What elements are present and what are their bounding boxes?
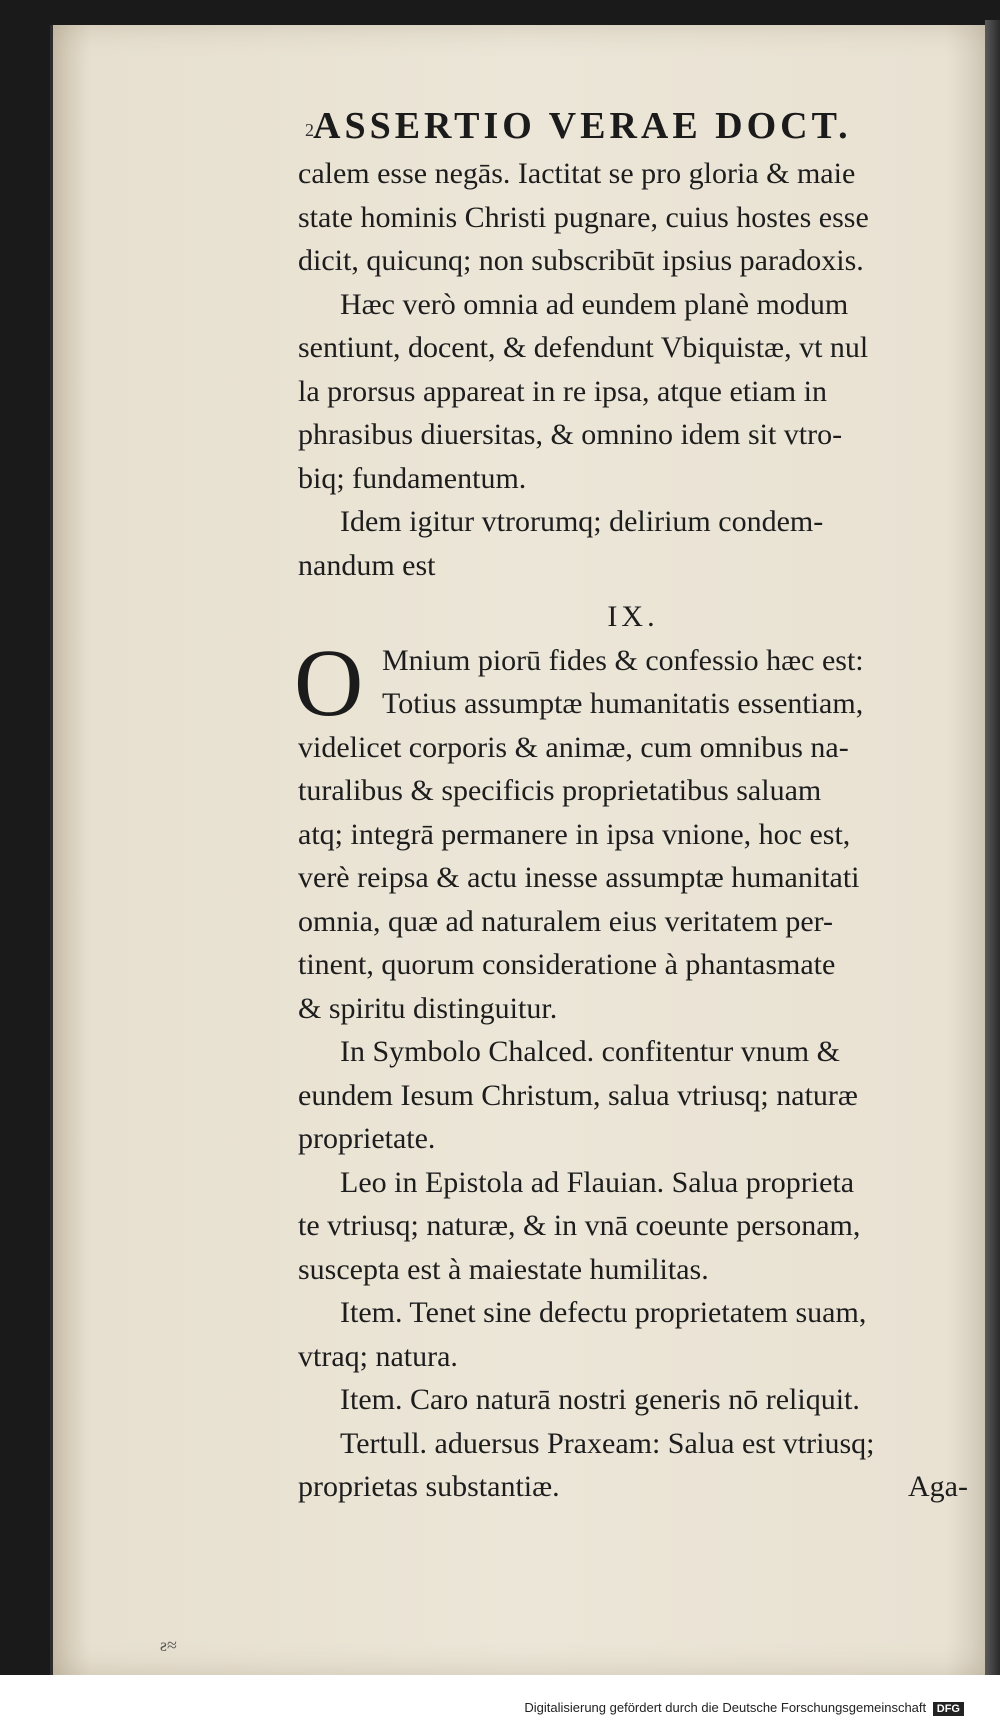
text-line: suscepta est à maiestate humilitas. [298,1252,709,1286]
text-line: vtraq; natura. [298,1339,458,1373]
text-line [298,1465,968,1509]
text-line: sentiunt, docent, & defendunt Vbiquistæ, vt nul [298,331,869,364]
catchword: Aga- [908,1470,968,1503]
text-line: Tertull. aduersus Praxeam: Salua est vtriusq; [340,1426,875,1460]
text-line: Item. Caro naturā nostri generis nō reliquit. [340,1383,860,1416]
text-line: atq; integrā permanere in ipsa vnione, hoc est, [298,817,851,851]
book-edge [985,20,1000,1680]
section-body [294,628,968,736]
text-line: state hominis Christi pugnare, cuius hostes esse [298,200,869,234]
text-line: Mnium piorū fides & confessio hæc est: [382,643,864,677]
ink-mark: ƨ≈ [160,1635,177,1655]
running-header: ASSERTIO VERAE DOCT. [313,105,852,147]
text-line: Item. Tenet sine defectu proprietatem suam, [340,1296,867,1329]
text-line: tinent, quorum consideratione à phantasmate [298,948,836,981]
text-line: Hæc verò omnia ad eundem planè modum [340,287,849,321]
text-line: Leo in Epistola ad Flauian. Salua proprieta [340,1165,855,1199]
main-text [294,152,968,1509]
text-line-part: proprietas substantiæ. [298,1470,560,1503]
text-line: calem esse negās. Iactitat se pro gloria & maie [298,157,856,190]
text-line: verè reipsa & actu inesse assumptæ humanitati [298,861,860,894]
credit-text: Digitalisierung gefördert durch die Deutsche Forschungsgemeinschaft [524,1700,927,1715]
text-line: omnia, quæ ad naturalem eius veritatem per- [298,904,834,938]
text-line: dicit, quicunq; non subscribūt ipsius paradoxis. [298,244,864,277]
text-line: Totius assumptæ humanitatis essentiam, [382,687,864,720]
text-line: proprietate. [298,1122,436,1155]
text-line: eundem Iesum Christum, salua vtriusq; naturæ [298,1078,858,1112]
text-line: & spiritu distinguitur. [298,991,558,1025]
text-line: biq; fundamentum. [298,461,527,495]
text-line: videlicet corporis & animæ, cum omnibus na- [298,730,849,764]
section-number: IX. [607,600,659,633]
digitization-credit [524,1700,964,1716]
text-line: la prorsus appareat in re ipsa, atque etiam in [298,374,827,408]
text-line: In Symbolo Chalced. confitentur vnum & [340,1035,840,1068]
dfg-logo: DFG [933,1702,964,1716]
text-line: phrasibus diuersitas, & omnino idem sit vtro- [298,418,843,451]
text-line: te vtriusq; naturæ, & in vnā coeunte personam, [298,1209,861,1242]
text-line: turalibus & specificis proprietatibus saluam [298,774,822,807]
drop-cap: O [294,628,364,736]
header-mark: 2 [305,120,314,140]
text-line: Idem igitur vtrorumq; delirium condem- [340,505,824,538]
text-line: nandum est [298,548,436,582]
